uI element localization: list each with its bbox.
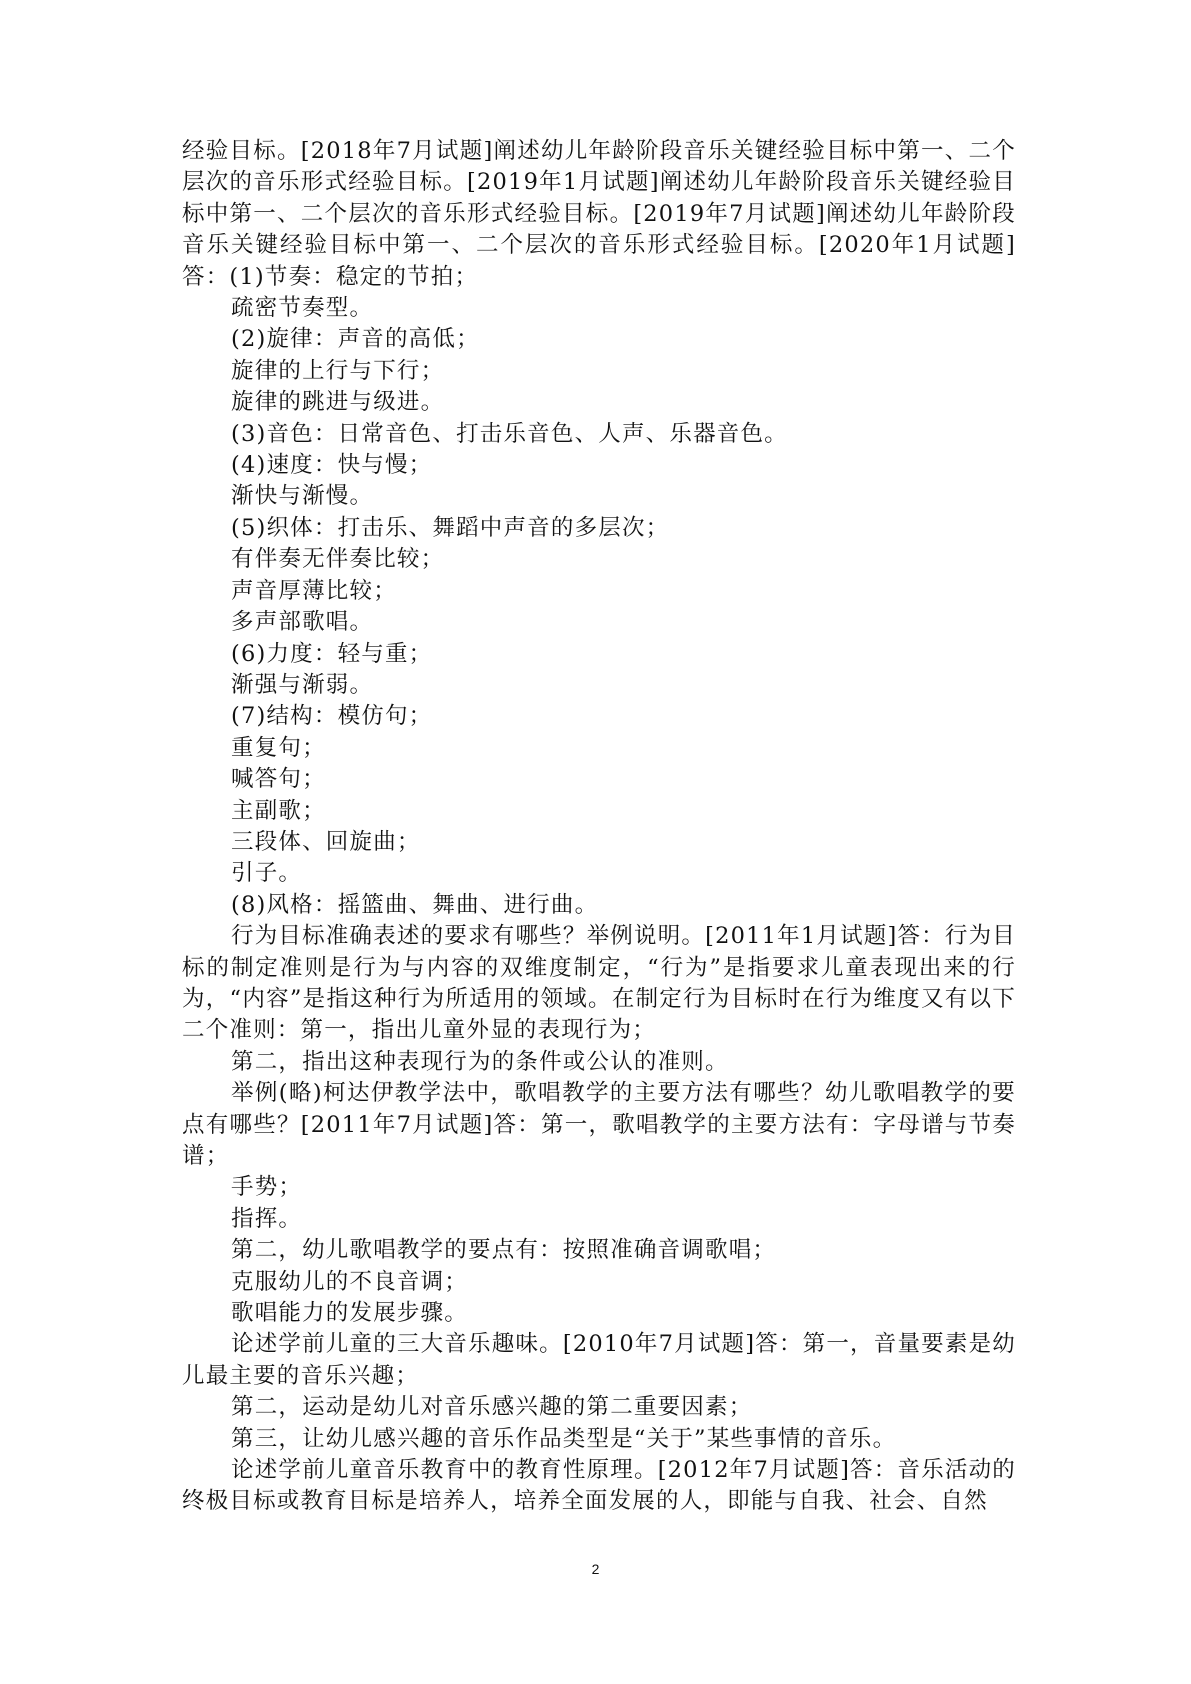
paragraph: 旋律的上行与下行； xyxy=(231,357,445,384)
paragraph: 手势； xyxy=(231,1174,303,1201)
paragraph: 第二，指出这种表现行为的条件或公认的准则。 xyxy=(231,1048,729,1075)
paragraph: (5)织体：打击乐、舞蹈中声音的多层次； xyxy=(231,514,670,541)
paragraph: 多声部歌唱。 xyxy=(231,609,374,636)
paragraph: (7)结构：模仿句； xyxy=(231,703,433,730)
paragraph: 克服幼儿的不良音调； xyxy=(231,1268,469,1295)
paragraph: (6)力度：轻与重； xyxy=(231,640,433,667)
paragraph: 渐强与渐弱。 xyxy=(231,671,374,698)
paragraph: 论述学前儿童音乐教育中的教育性原理。[2012年7月试题]答：音乐活动的终极目标或教育目标是培养人，培养全面发展的人，即能与自我、社会、自然 xyxy=(182,1457,1016,1515)
paragraph: 歌唱能力的发展步骤。 xyxy=(231,1300,469,1327)
paragraph: 旋律的跳进与级进。 xyxy=(231,389,445,416)
paragraph: 引子。 xyxy=(231,860,303,887)
paragraph: 指挥。 xyxy=(231,1205,303,1232)
paragraph: 喊答句； xyxy=(231,766,326,793)
paragraph: 行为目标准确表述的要求有哪些？举例说明。[2011年1月试题]答：行为目标的制定准则是行为与内容的双维度制定，“行为”是指要求儿童表现出来的行为，“内容”是指这种行为所适用的领域。在制定行为目标时在行为维度又有以下二个准则：第一，指出儿童外显的表现行为； xyxy=(182,923,1016,1044)
paragraph: 疏密节奏型。 xyxy=(231,295,374,322)
paragraph: (2)旋律：声音的高低； xyxy=(231,326,480,353)
paragraph: 举例(略)柯达伊教学法中，歌唱教学的主要方法有哪些？幼儿歌唱教学的要点有哪些？[2011年7月试题]答：第一，歌唱教学的主要方法有：字母谱与节奏谱； xyxy=(182,1080,1016,1169)
paragraph: 有伴奏无伴奏比较； xyxy=(231,546,445,573)
page-number: 2 xyxy=(591,1561,600,1577)
paragraph: 主副歌； xyxy=(231,797,326,824)
paragraph: (8)风格：摇篮曲、舞曲、进行曲。 xyxy=(231,891,599,918)
paragraph: 重复句； xyxy=(231,734,326,761)
paragraph: (4)速度：快与慢； xyxy=(231,452,433,479)
paragraph: 论述学前儿童的三大音乐趣味。[2010年7月试题]答：第一，音量要素是幼儿最主要的音乐兴趣； xyxy=(182,1331,1016,1389)
paragraph: 第二，幼儿歌唱教学的要点有：按照准确音调歌唱； xyxy=(231,1237,777,1264)
paragraph: (3)音色：日常音色、打击乐音色、人声、乐器音色。 xyxy=(231,420,788,447)
paragraph: 经验目标。[2018年7月试题]阐述幼儿年龄阶段音乐关键经验目标中第一、二个层次的音乐形式经验目标。[2019年1月试题]阐述幼儿年龄阶段音乐关键经验目标中第一、二个层次的音乐形式经验目标。[2019年7月试题]阐述幼儿年龄阶段音乐关键经验目标中第一、二个层次的音乐形式经验目标。[2020年1月试题]答：(1)节奏：稳定的节拍； xyxy=(182,138,1016,290)
paragraph: 第三，让幼儿感兴趣的音乐作品类型是“关于”某些事情的音乐。 xyxy=(231,1425,897,1452)
paragraph: 声音厚薄比较； xyxy=(231,577,397,604)
paragraph: 渐快与渐慢。 xyxy=(231,483,374,510)
paragraph: 第二，运动是幼儿对音乐感兴趣的第二重要因素； xyxy=(231,1394,753,1421)
paragraph: 三段体、回旋曲； xyxy=(231,828,421,855)
document-body xyxy=(182,136,1016,1518)
